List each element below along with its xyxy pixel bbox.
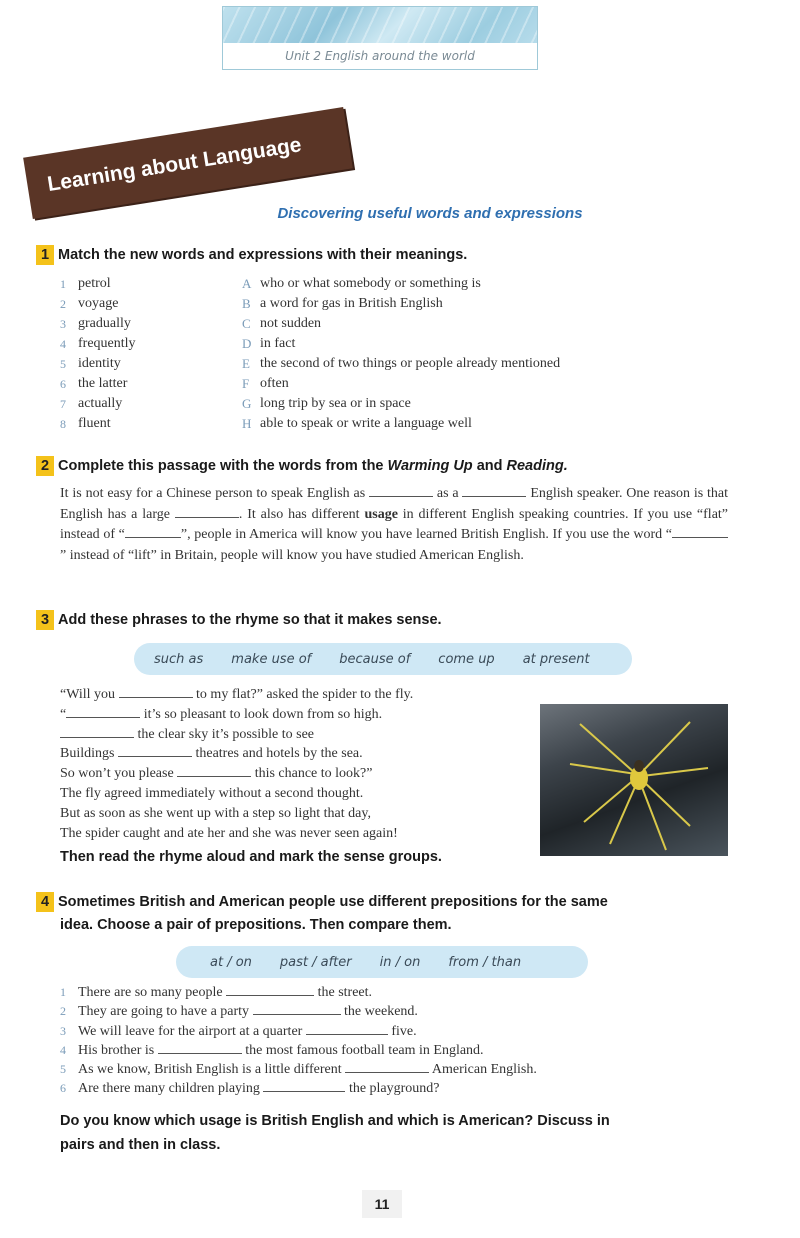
preposition-pair: from / than — [448, 954, 522, 970]
answer-blank[interactable] — [158, 1053, 242, 1054]
answer-blank[interactable] — [60, 737, 134, 738]
list-item: 6 Are there many children playing the playground? — [60, 1081, 440, 1097]
rhyme-line: the clear sky it’s possible to see — [60, 725, 413, 745]
answer-blank[interactable] — [66, 717, 140, 718]
list-item: 5 identity — [60, 356, 121, 371]
unit-caption: Unit 2 English around the world — [285, 49, 475, 63]
sentence-list — [60, 983, 537, 1099]
rhyme-line: “Will you to my flat?” asked the spider to the fly. — [60, 687, 414, 702]
page-number: 11 — [362, 1190, 402, 1218]
rhyme — [60, 685, 413, 843]
rhyme-line: But as soon as she went up with a step so light that day, — [60, 805, 371, 821]
rhyme-line: Buildings theatres and hotels by the sea. — [60, 746, 363, 762]
answer-blank[interactable] — [462, 496, 526, 497]
exercise-1-instruction: Match the new words and expressions with their meanings. — [58, 247, 468, 263]
discussion-question-2: pairs and then in class. — [60, 1137, 221, 1153]
spider-photo — [540, 704, 728, 856]
list-item: 5 As we know, British English is a little different American English. — [60, 1062, 537, 1078]
rhyme-line: So won’t you please this chance to look?” — [60, 766, 373, 782]
word-list — [60, 274, 136, 434]
list-item: 8 fluent — [60, 416, 111, 431]
answer-blank[interactable] — [119, 697, 193, 698]
exercise-3-heading: 3 Add these phrases to the rhyme so that it makes sense. — [36, 610, 442, 630]
list-item: D in fact — [242, 336, 296, 351]
phrase-option: at present — [522, 651, 590, 667]
answer-blank[interactable] — [177, 776, 251, 777]
phrase-option: come up — [438, 651, 495, 667]
list-item: F often — [242, 376, 289, 391]
answer-blank[interactable] — [125, 537, 181, 538]
phrase-bank — [134, 643, 632, 675]
answer-blank[interactable] — [672, 537, 728, 538]
list-item: 7 actually — [60, 396, 123, 411]
answer-blank[interactable] — [226, 995, 314, 996]
preposition-pair: past / after — [279, 954, 352, 970]
rhyme-line: “ it’s so pleasant to look down from so high. — [60, 706, 383, 722]
exercise-2-number: 2 — [36, 456, 54, 476]
exercise-1-heading — [36, 245, 467, 265]
list-item: 1 petrol — [60, 276, 111, 291]
list-item: C not sudden — [242, 316, 322, 331]
list-item: A who or what somebody or something is — [242, 276, 481, 291]
preposition-pair: in / on — [379, 954, 421, 970]
list-item: E the second of two things or people already mentioned — [242, 356, 561, 371]
list-item: 4 frequently — [60, 336, 136, 351]
preposition-bank — [176, 946, 588, 978]
answer-blank[interactable] — [253, 1014, 341, 1015]
phrase-option: make use of — [231, 651, 312, 667]
exercise-3-number: 3 — [36, 610, 54, 630]
list-item: 1 There are so many people the street. — [60, 985, 373, 1000]
answer-blank[interactable] — [345, 1072, 429, 1073]
exercise-4-number: 4 — [36, 892, 54, 912]
answer-blank[interactable] — [175, 517, 239, 518]
section-subtitle: Discovering useful words and expressions — [277, 205, 583, 222]
list-item: 6 the latter — [60, 376, 128, 391]
rhyme-line: The fly agreed immediately without a second thought. — [60, 785, 364, 801]
unit-banner — [222, 6, 538, 70]
spider-icon — [540, 704, 728, 856]
meaning-list — [242, 274, 560, 434]
phrase-option: because of — [339, 651, 411, 667]
phrase-option: such as — [154, 651, 204, 667]
banner-photo — [223, 7, 537, 43]
exercise-4-instruction-2: idea. Choose a pair of prepositions. Then compare them. — [60, 917, 452, 933]
list-item: G long trip by sea or in space — [242, 396, 411, 411]
list-item: 2 voyage — [60, 296, 119, 311]
exercise-1-number: 1 — [36, 245, 54, 265]
section-title: Learning about Language — [45, 133, 303, 197]
passage: It is not easy for a Chinese person to speak English as as a English speaker. One reason is that English has a large . It also has different usage in different English speaking countries. If you use “flat” instead of “ ”, people in America will know you have learned British English. If you use the word “” instead of “lift” in Britain, people will know you have studied American English. — [60, 486, 729, 563]
list-item: 4 His brother is the most famous football team in England. — [60, 1042, 484, 1058]
preposition-pair: at / on — [210, 954, 252, 970]
exercise-2-heading: 2 Complete this passage with the words from the Warming Up and Reading. — [36, 456, 568, 476]
list-item: 3 gradually — [60, 316, 131, 331]
rhyme-followup: Then read the rhyme aloud and mark the sense groups. — [60, 849, 442, 865]
list-item: 2 They are going to have a party the weekend. — [60, 1004, 418, 1020]
answer-blank[interactable] — [306, 1034, 388, 1035]
list-item: B a word for gas in British English — [242, 296, 443, 311]
exercise-4-heading: 4 Sometimes British and American people use different prepositions for the same — [36, 892, 608, 912]
answer-blank[interactable] — [263, 1091, 345, 1092]
answer-blank[interactable] — [369, 496, 433, 497]
rhyme-line: The spider caught and ate her and she was never seen again! — [60, 825, 398, 841]
list-item: H able to speak or write a language well — [242, 416, 472, 431]
list-item: 3 We will leave for the airport at a quarter five. — [60, 1023, 417, 1039]
section-title-banner — [23, 107, 353, 219]
discussion-question-1: Do you know which usage is British English and which is American? Discuss in — [60, 1113, 610, 1129]
answer-blank[interactable] — [118, 756, 192, 757]
